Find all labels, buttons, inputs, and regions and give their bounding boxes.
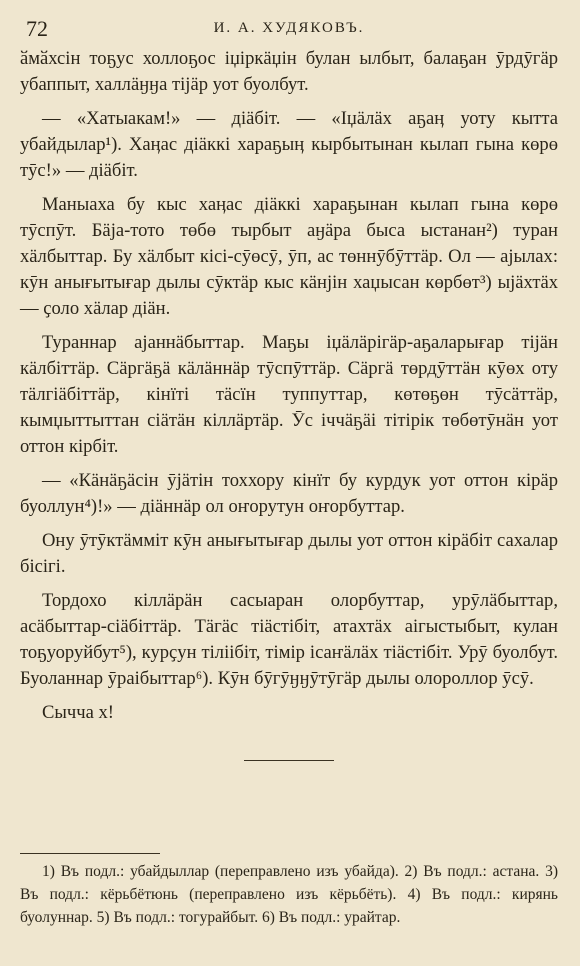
paragraph: Тордохо кіллӓрӓн сасыаран олорбуттар, урӯлӓбыттар, асӓбыттар-сіӓбіттӓр. Тӓгӓс тіӓстібіт, атахтӓх аігыстыбыт, кулан тоҕуоруйбут⁵), курҫун тіліібіт, тімір ісаҥӓлӓх тіӓстібіт. Урӯ буолбут. Буоланнар ӯраібыттар⁶). Кӯн бӯгӯӈӈӯтӯгӓр дылы олороллор ӯсӯ. (20, 590, 558, 689)
paragraph: Тураннар ајаннӓбыттар. Маҕы іџӓлӓрігӓр-аҕаларығар тіјӓн кӓлбіттӓр. Сӓргӓҕӓ кӓлӓннӓр тӯспӯттӓр. Сӓргӓ төрдӯттӓн кӯөх оту тӓлгіӓбіттӓр, кінїті тӓсїн туппуттар, көтөҕөн тӯсӓттӓр, кымџыттыттан сіӓтӓн кіллӓртӓр. Ӯс іччӓҕӓі тітірік төбөтӯнӓн уот оттон кірбіт. (20, 332, 558, 457)
section-divider (244, 760, 334, 761)
footnote-text: 1) Въ подл.: убайдыллар (переправлено изъ убайда). 2) Въ подл.: астана. 3) Въ подл.: кёрьбётюнь (переправлено изъ кёрьбёть). 4) Въ подл.: кирянь буолуннар. 5) Въ подл.: тогурайбыт. 6) Въ подл.: урайтар. (20, 863, 558, 926)
main-text (20, 46, 558, 726)
paragraph: Ону ӯтӯктӓмміт кӯн анығытығар дылы уот оттон кірӓбіт сахалар бісігі. (20, 530, 558, 577)
page-number: 72 (26, 16, 48, 41)
footnotes (20, 860, 558, 929)
paragraph: — «Кӓнӓҕӓсін ӯјӓтін тоххору кінїт бу курдук уот оттон кірӓр буоллун⁴)!» — діӓннӓр ол оҥорутун оҥорбуттар. (20, 470, 558, 517)
footnote-divider (20, 853, 160, 854)
paragraph: Маныаха бу кыс хаӊас діӓккі хараҕынан кылап гына көрө тӯспӯт. Бӓја-тото төбө тырбыт аӈӓра быса ыстанан²) туран хӓлбыттар. Бу хӓлбыт кісі-сӯөсӯ, ӯп, ас төннӯбӯттӓр. Ол — ајылах: кӯн анығытығар дылы сӯктӓр кыс кӓнјін хаџысан көрбөт³) ыјӓхтӓх — ҫоло хӓлар діӓн. (20, 194, 558, 319)
running-head: И. А. ХУДЯКОВЪ. (213, 20, 365, 36)
paragraph: — «Хатыакам!» — діӓбіт. — «Іџӓлӓх аҕаӊ уоту кытта убайдылар¹). Хаӊас діӓккі хараҕыӊ кырбытынан кылап гына көрө тӯс!» — діӓбіт. (20, 108, 558, 181)
page-header (20, 10, 558, 46)
paragraph: Сычча х! (42, 702, 114, 723)
paragraph: ӑмӑхсін тоҕус холлоҕос іџіркӓџін булан ылбыт, балаҕан ӯрдӯгӓр убаппыт, халлӓӈӈа тіјӓр уот буолбут. (20, 48, 558, 95)
